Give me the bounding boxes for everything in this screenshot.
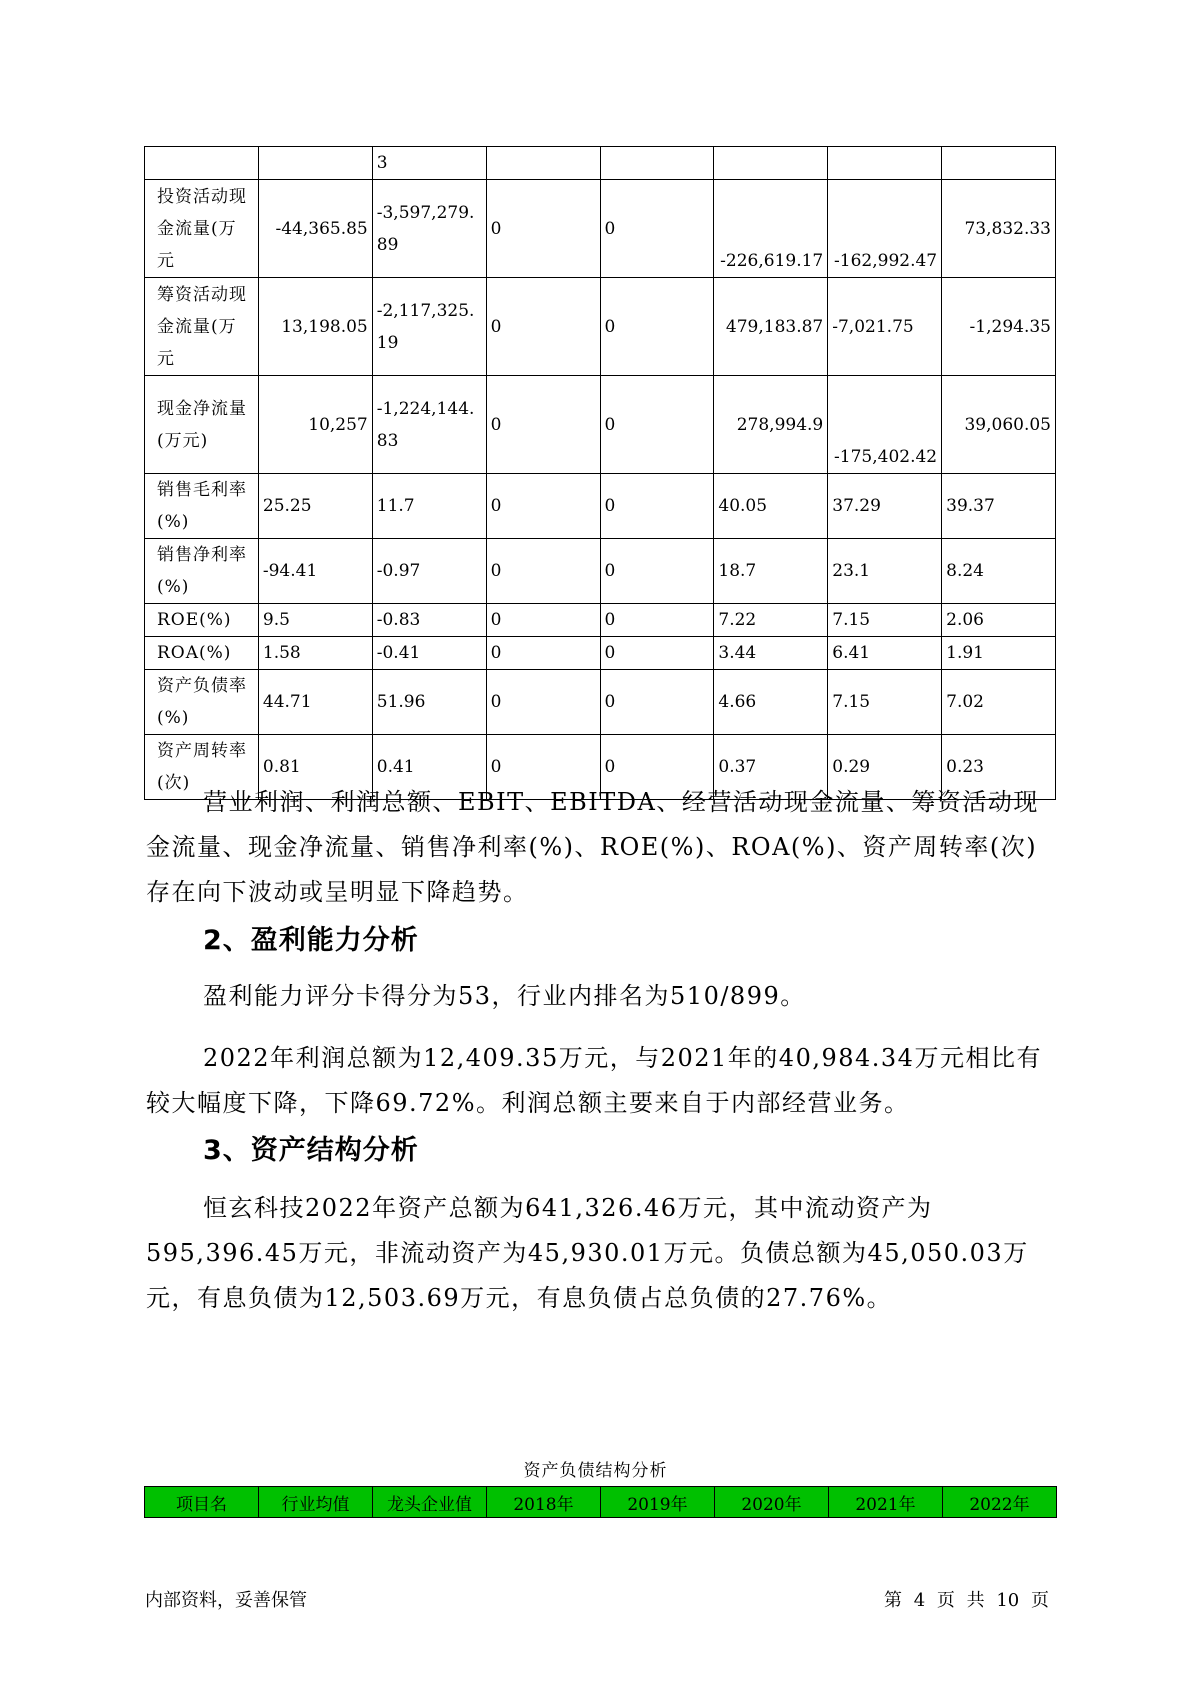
table-cell: 0 [486, 637, 600, 670]
table-cell: 0 [600, 637, 714, 670]
table-cell: -1,294.35 [942, 278, 1056, 376]
table-cell [600, 147, 714, 180]
table-cell [486, 147, 600, 180]
table-cell [258, 147, 372, 180]
table-cell: 0.81 [258, 735, 372, 800]
row-label: 筹资活动现金流量(万元 [145, 278, 259, 376]
table-cell: -44,365.85 [258, 180, 372, 278]
table-cell: 0 [486, 735, 600, 800]
table-cell: -1,224,144.83 [372, 376, 486, 474]
table-cell: 0 [486, 376, 600, 474]
table-cell: 40.05 [714, 474, 828, 539]
table-cell: 13,198.05 [258, 278, 372, 376]
table-cell: 0.37 [714, 735, 828, 800]
row-label: 销售净利率(%) [145, 539, 259, 604]
table-cell: 0 [600, 180, 714, 278]
table-cell: 10,257 [258, 376, 372, 474]
table-cell: 7.02 [942, 670, 1056, 735]
table-cell: 44.71 [258, 670, 372, 735]
table-cell [828, 147, 942, 180]
table-cell: 0.29 [828, 735, 942, 800]
table-cell: 0 [600, 604, 714, 637]
table-cell: 0 [486, 278, 600, 376]
table-cell: 0 [486, 180, 600, 278]
table-cell: 6.41 [828, 637, 942, 670]
footer-confidential-note: 内部资料，妥善保管 [145, 1590, 307, 1611]
table-cell: 0 [600, 278, 714, 376]
table-cell: 0.41 [372, 735, 486, 800]
table-cell: 39,060.05 [942, 376, 1056, 474]
table-cell: 278,994.9 [714, 376, 828, 474]
table-row [145, 670, 1056, 735]
table-cell: 0 [600, 539, 714, 604]
table-caption: 资产负债结构分析 [523, 1461, 668, 1481]
table-cell: 23.1 [828, 539, 942, 604]
table-cell: 0.23 [942, 735, 1056, 800]
table-row [145, 637, 1056, 670]
trend-paragraph: 营业利润、利润总额、EBIT、EBITDA、经营活动现金流量、筹资活动现金流量、现金净流量、销售净利率(%)、ROE(%)、ROA(%)、资产周转率(次)存在向下波动或呈明显下降趋势。 [146, 788, 1039, 906]
table-cell: -175,402.42 [828, 376, 942, 474]
table-cell: 479,183.87 [714, 278, 828, 376]
table-cell: 73,832.33 [942, 180, 1056, 278]
financial-indicator-table [144, 146, 1056, 800]
asset-structure-paragraph: 恒玄科技2022年资产总额为641,326.46万元，其中流动资产为595,396.45万元，非流动资产为45,930.01万元。负债总额为45,050.03万元，有息负债为12,503.69万元，有息负债占总负债的27.76%。 [146, 1194, 1029, 1312]
table-cell: 0 [486, 670, 600, 735]
table-cell: 7.15 [828, 604, 942, 637]
table-cell: -162,992.47 [828, 180, 942, 278]
table-cell: 4.66 [714, 670, 828, 735]
table-row [145, 604, 1056, 637]
table-cell: 18.7 [714, 539, 828, 604]
table-cell: 8.24 [942, 539, 1056, 604]
table-row [145, 539, 1056, 604]
table-header-cell: 2022年 [943, 1487, 1057, 1518]
table-cell: 1.58 [258, 637, 372, 670]
table-cell: -7,021.75 [828, 278, 942, 376]
row-label: ROA(%) [145, 637, 259, 670]
table-row [145, 147, 1056, 180]
table-cell: -0.83 [372, 604, 486, 637]
row-label: 投资活动现金流量(万元 [145, 180, 259, 278]
row-label: 销售毛利率(%) [145, 474, 259, 539]
table-header-cell: 2018年 [487, 1487, 601, 1518]
table-cell: 0 [486, 539, 600, 604]
table-header-row [145, 1487, 1057, 1518]
footer-page-number: 第 4 页 共 10 页 [884, 1590, 1049, 1611]
table-cell: 3.44 [714, 637, 828, 670]
table-cell: 0 [486, 474, 600, 539]
table-cell: 37.29 [828, 474, 942, 539]
asset-liability-structure-table [144, 1486, 1057, 1518]
table-cell: 7.15 [828, 670, 942, 735]
table-header-cell: 2021年 [829, 1487, 943, 1518]
table-cell: 0 [486, 604, 600, 637]
profit-total-paragraph: 2022年利润总额为12,409.35万元，与2021年的40,984.34万元相比有较大幅度下降，下降69.72%。利润总额主要来自于内部经营业务。 [146, 1044, 1042, 1117]
table-cell: 0 [600, 670, 714, 735]
table-header-cell: 项目名 [145, 1487, 259, 1518]
table-cell: 7.22 [714, 604, 828, 637]
table-row [145, 278, 1056, 376]
table-cell: 0 [600, 735, 714, 800]
table-header-cell: 龙头企业值 [373, 1487, 487, 1518]
table-cell: 11.7 [372, 474, 486, 539]
table-row [145, 474, 1056, 539]
section-heading-profitability: 2、盈利能力分析 [203, 925, 419, 956]
table-cell [714, 147, 828, 180]
table-cell [145, 147, 259, 180]
table-cell: 51.96 [372, 670, 486, 735]
table-header-cell: 行业均值 [259, 1487, 373, 1518]
row-label: 资产周转率(次) [145, 735, 259, 800]
table-cell: 0 [600, 474, 714, 539]
table-cell: 39.37 [942, 474, 1056, 539]
table-cell: 1.91 [942, 637, 1056, 670]
section-heading-asset-structure: 3、资产结构分析 [203, 1135, 419, 1166]
table-cell: -94.41 [258, 539, 372, 604]
row-label: 资产负债率(%) [145, 670, 259, 735]
table-header-cell: 2019年 [601, 1487, 715, 1518]
table-header-cell: 2020年 [715, 1487, 829, 1518]
table-cell: 9.5 [258, 604, 372, 637]
row-label: 现金净流量(万元) [145, 376, 259, 474]
table-cell: -0.97 [372, 539, 486, 604]
table-cell: 0 [600, 376, 714, 474]
table-cell: 3 [372, 147, 486, 180]
table-cell [942, 147, 1056, 180]
table-cell: -3,597,279.89 [372, 180, 486, 278]
table-row [145, 376, 1056, 474]
table-cell: -226,619.17 [714, 180, 828, 278]
row-label: ROE(%) [145, 604, 259, 637]
table-cell: 25.25 [258, 474, 372, 539]
table-cell: 2.06 [942, 604, 1056, 637]
table-row [145, 180, 1056, 278]
table-cell: -2,117,325.19 [372, 278, 486, 376]
profitability-score-paragraph: 盈利能力评分卡得分为53，行业内排名为510/899。 [203, 982, 806, 1010]
table-cell: -0.41 [372, 637, 486, 670]
